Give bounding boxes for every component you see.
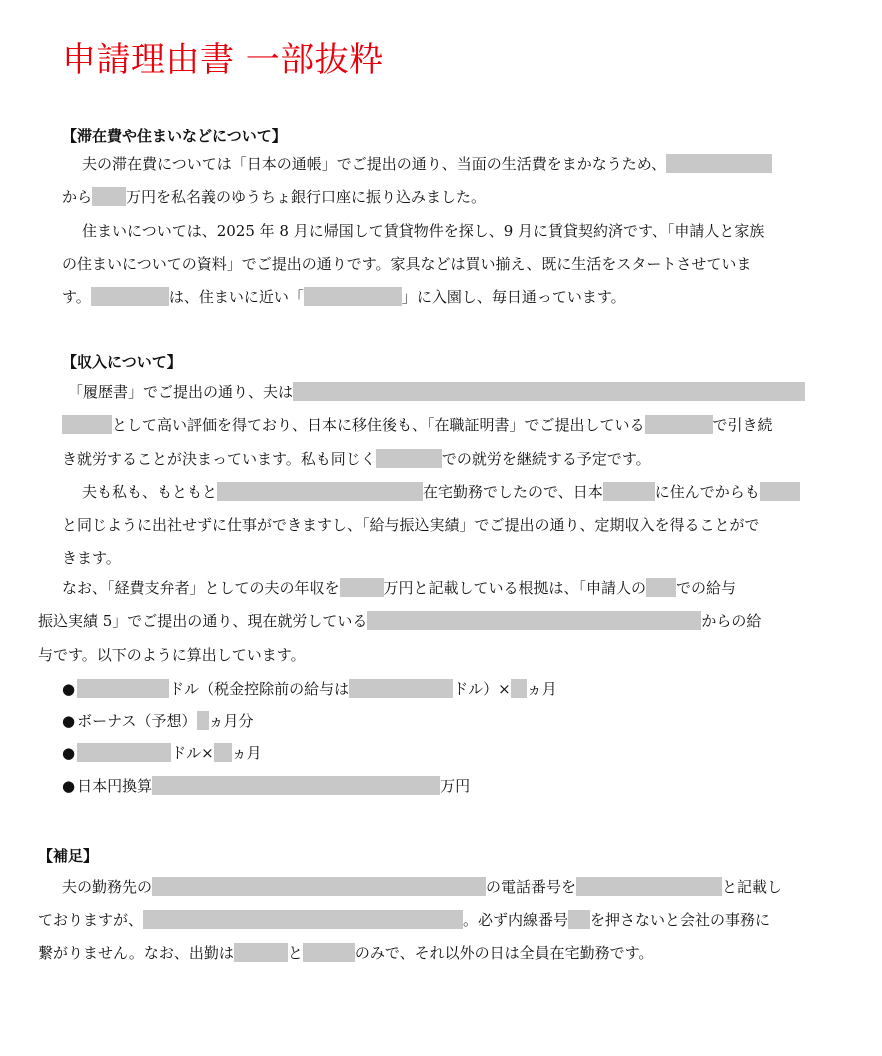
list-item: ● ドル× ヵ月 (62, 744, 262, 762)
paragraph-line: から 万円を私名義のゆうちょ銀行口座に振り込みました。 (62, 188, 487, 206)
redaction-box (349, 679, 453, 698)
redaction-box (214, 743, 232, 762)
redaction-box (77, 743, 171, 762)
list-item: ● ボーナス（予想） ヵ月分 (62, 712, 254, 730)
redaction-box (217, 482, 423, 501)
paragraph-line: 「履歴書」でご提出の通り、夫は (68, 382, 805, 402)
paragraph-line: の住まいについての資料」でご提出の通りです。家具などは買い揃え、既に生活をスタートさせていま (62, 255, 752, 273)
paragraph-line: 繋がりません。なお、出勤は と のみで、それ以外の日は全員在宅勤務です。 (38, 944, 654, 962)
redaction-box (376, 449, 442, 468)
redaction-box (367, 611, 701, 630)
section-heading-supplement: 【補足】 (38, 847, 99, 865)
redaction-box (152, 877, 486, 896)
redaction-box (303, 943, 355, 962)
document-title: 申請理由書 一部抜粋 (62, 40, 384, 80)
redaction-box (568, 910, 590, 929)
paragraph-line: なお、「経費支弁者」としての夫の年収を 万円と記載している根拠は、「申請人の での給与 (62, 579, 737, 597)
section-heading-income: 【収入について】 (62, 353, 182, 371)
bullet-icon: ● (62, 680, 76, 698)
redaction-box (62, 415, 112, 434)
redaction-box (645, 415, 713, 434)
redaction-box (576, 877, 722, 896)
section-heading-stay: 【滞在費や住まいなどについて】 (62, 127, 287, 145)
bullet-icon: ● (62, 744, 76, 762)
redaction-box (293, 382, 805, 401)
list-item: ● ドル（税金控除前の給与は ドル）× ヵ月 (62, 680, 557, 698)
redaction-box (152, 776, 440, 795)
redaction-box (666, 154, 772, 173)
paragraph-line: 夫も私も、もともと 在宅勤務でしたので、日本 に住んでからも (82, 482, 800, 502)
list-item: ● 日本円換算 万円 (62, 777, 471, 795)
paragraph-line: きます。 (62, 549, 121, 567)
redaction-box (603, 482, 655, 501)
paragraph-line: と同じように出社せずに仕事ができますし、「給与振込実績」でご提出の通り、定期収入を得ることがで (62, 516, 760, 534)
redaction-box (760, 482, 800, 501)
paragraph-line: として高い評価を得ており、日本に移住後も、「在職証明書」でご提出している で引き続 (62, 415, 773, 435)
bullet-icon: ● (62, 712, 76, 730)
paragraph-line: 振込実績 5」でご提出の通り、現在就労している からの給 (38, 612, 762, 630)
paragraph-line: 住まいについては、2025 年 8 月に帰国して賃貸物件を探し、9 月に賃貸契約済です、「申請人と家族 (82, 222, 765, 240)
redaction-box (646, 578, 676, 597)
paragraph-line: ておりますが、 。必ず内線番号 を押さないと会社の事務に (38, 911, 771, 929)
paragraph-line: き就労することが決まっています。私も同じく での就労を継続する予定です。 (62, 450, 651, 468)
redaction-box (91, 287, 169, 306)
paragraph-line: 夫の勤務先の の電話番号を と記載し (62, 878, 783, 896)
redaction-box (340, 578, 384, 597)
redaction-box (304, 287, 402, 306)
paragraph-line: 夫の滞在費については「日本の通帳」でご提出の通り、当面の生活費をまかなうため、 (82, 154, 772, 174)
bullet-icon: ● (62, 777, 76, 795)
redaction-box (511, 679, 527, 698)
redaction-box (77, 679, 169, 698)
paragraph-line: す。 は、住まいに近い「 」に入園し、毎日通っています。 (62, 288, 626, 306)
redaction-box (143, 910, 463, 929)
redaction-box (197, 711, 209, 730)
paragraph-line: 与です。以下のように算出しています。 (38, 646, 306, 664)
redaction-box (234, 943, 288, 962)
redaction-box (92, 187, 126, 206)
